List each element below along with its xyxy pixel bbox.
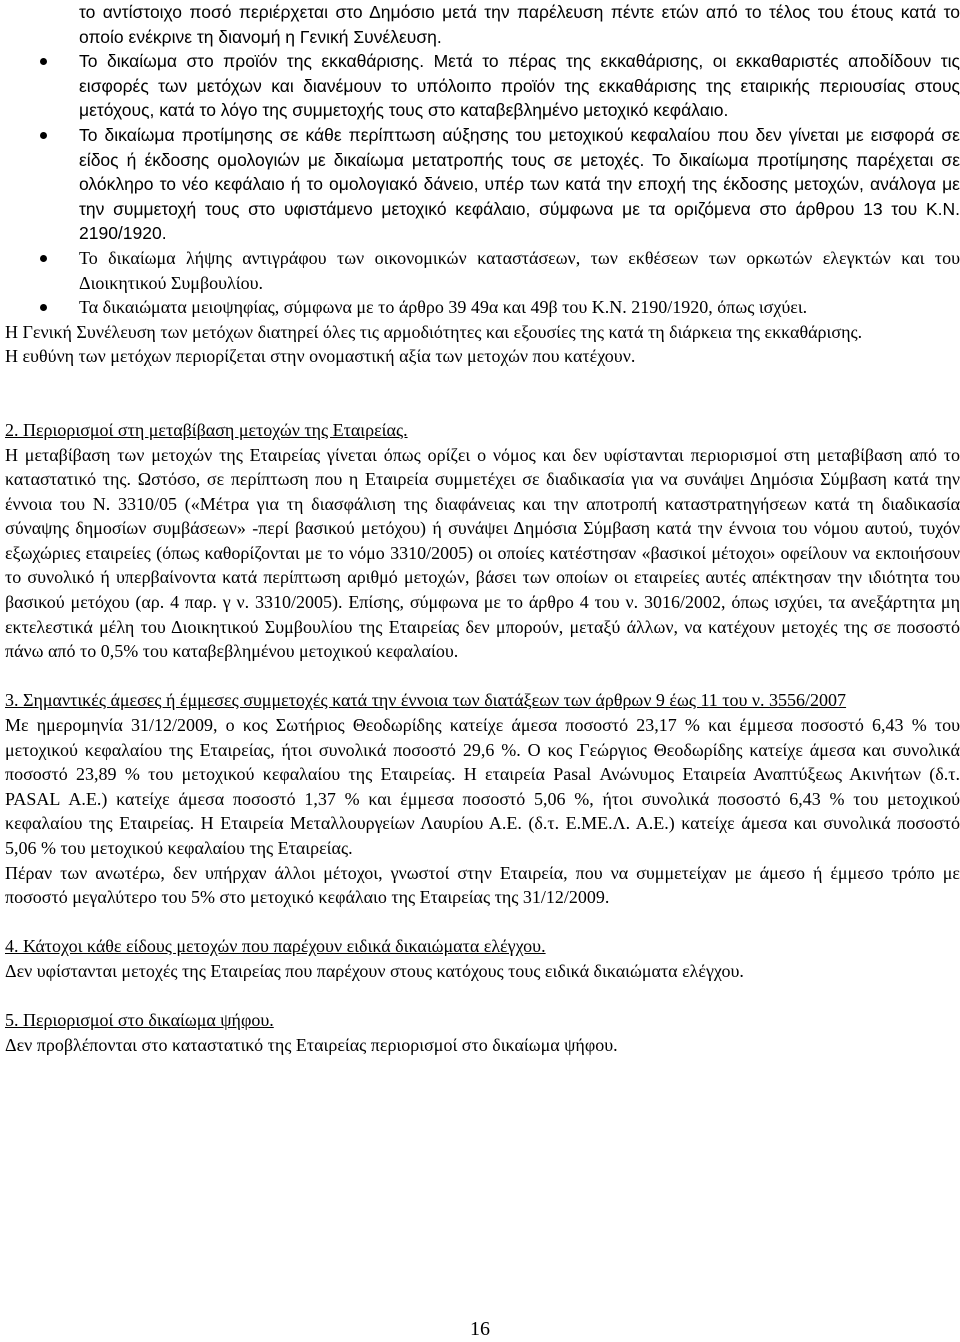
spacer bbox=[5, 910, 960, 935]
section-heading-voting-restrictions: 5. Περιορισμοί στο δικαίωμα ψήφου. bbox=[5, 1010, 274, 1031]
list-item bbox=[5, 123, 960, 246]
paragraph-general-assembly: Η Γενική Συνέλευση των μετόχων διατηρεί όλες τις αρμοδιότητες και εξουσίες της κατά τη διάρκεια της εκκαθάρισης. bbox=[5, 321, 863, 342]
spacer bbox=[5, 664, 960, 689]
list-item bbox=[5, 246, 960, 295]
spacer bbox=[5, 984, 960, 1009]
section-heading-transfer-restrictions: 2. Περιορισμοί στη μεταβίβαση μετοχών της Εταιρείας. bbox=[5, 419, 408, 440]
list-item-text: Το δικαίωμα στο προϊόν της εκκαθάρισης. Μετά το πέρας της εκκαθάρισης, οι εκκαθαριστές αποδίδουν τις εισφορές των μετόχων και διανέμουν το υπόλοιπο προϊόν της εκκαθάρισης της εταιρικής περιουσίας στους μετόχους, κατά το λόγο της συμμετοχής τους στο καταβεβλημένο μετοχικό κεφάλαιο. bbox=[79, 51, 960, 121]
list-item bbox=[5, 295, 960, 320]
section-body-special-control-rights: Δεν υφίστανται μετοχές της Εταιρείας που παρέχουν στους κατόχους τους ειδικά δικαιώματα ελέγχου. bbox=[5, 960, 744, 981]
section-heading-significant-holdings: 3. Σημαντικές άμεσες ή έμμεσες συμμετοχές κατά την έννοια των διατάξεων των άρθρων 9 έως 11 του ν. 3556/2007 bbox=[5, 690, 847, 711]
list-item bbox=[5, 49, 960, 123]
paragraph-shareholder-liability: Η ευθύνη των μετόχων περιορίζεται στην ονομαστική αξία των μετοχών που κατέχουν. bbox=[5, 346, 636, 367]
list-item-text: Το δικαίωμα προτίμησης σε κάθε περίπτωση αύξησης του μετοχικού κεφαλαίου που δεν γίνεται με εισφορά σε είδος ή έκδοσης ομολογιών με δικαίωμα μετατροπής τους σε μετοχές. Το δικαίωμα προτίμησης παρέχεται σε ολόκληρο το νέο κεφάλαιο ή το ομολογιακό δάνειο, υπέρ των κατά την εποχή της έκδοσης μετοχών, ανάλογα με την συμμετοχή τους στο υφιστάμενο μετοχικό κεφάλαιο, σύμφωνα με τα οριζόμενα στο άρθρου 13 του Κ.Ν. 2190/1920. bbox=[79, 124, 960, 244]
shareholder-rights-list bbox=[5, 49, 960, 320]
list-item-text: Το δικαίωμα λήψης αντιγράφου των οικονομικών καταστάσεων, των εκθέσεων των ορκωτών ελεγκτών και του Διοικητικού Συμβουλίου. bbox=[79, 247, 960, 293]
bullet-icon bbox=[40, 304, 47, 311]
bullet-icon bbox=[40, 58, 47, 65]
section-body-other-shareholders: Πέραν των ανωτέρω, δεν υπήρχαν άλλοι μέτοχοι, γνωστοί στην Εταιρεία, που να συμμετείχαν με άμεσο ή έμμεσο τρόπο με ποσοστό μεγαλύτερο του 5% στο μετοχικό κεφάλαιο της Εταιρείας της 31/12/2009. bbox=[5, 862, 960, 908]
section-body-transfer-restrictions: Η μεταβίβαση των μετοχών της Εταιρείας γίνεται όπως ορίζει ο νόμος και δεν υφίστανται περιορισμοί στη μεταβίβαση από το καταστατικό της. Ωστόσο, σε περίπτωση που η Εταιρεία συμμετέχει σε διαδικασία για να συνάψει Δημόσια Σύμβαση κατά την έννοια του Ν. 3310/05 («Μέτρα για τη διασφάλιση της διαφάνειας και την αποτροπή καταστρατηγήσεων κατά τη διαδικασία σύναψης δημοσίων συμβάσεων» -περί βασικού μετόχου) ή συνάψει Δημόσια Σύμβαση κατά την έννοια του νόμου αυτού, τυχόν εξωχώριες εταιρείες (όπως καθορίζονται με το νόμο 3310/2005) οι οποίες κατέστησαν «βασικοί μέτοχοι» οφείλουν να εκποιήσουν το συνολικό ή υπερβαίνοντα κατά περίπτωση αριθμό μετοχών, βάσει των οποίων οι εταιρείες αυτές απέκτησαν την ιδιότητα του βασικού μετόχου (αρ. 4 παρ. γ ν. 3310/2005). Επίσης, σύμφωνα με το άρθρο 4 του ν. 3016/2002, όπως ισχύει, τα ανεξάρτητα μη εκτελεστικά μέλη του Διοικητικού Συμβουλίου της Εταιρείας δεν μπορούν, μεταξύ άλλων, να κατέχουν μετοχές της σε ποσοστό πάνω από το 0,5% του καταβεβλημένου μετοχικού κεφαλαίου. bbox=[5, 444, 960, 662]
bullet-icon bbox=[40, 132, 47, 139]
document-page bbox=[5, 0, 960, 1342]
page-number: 16 bbox=[470, 1318, 490, 1340]
bullet-icon bbox=[40, 255, 47, 262]
bullet-continuation-text: το αντίστοιχο ποσό περιέρχεται στο Δημόσιο μετά την παρέλευση πέντε ετών από το τέλος του έτους κατά το οποίο ενέκρινε τη διανομή η Γενική Συνέλευση. bbox=[79, 2, 960, 47]
section-body-significant-holdings: Με ημερομηνία 31/12/2009, ο κος Σωτήριος Θεοδωρίδης κατείχε άμεσα ποσοστό 23,17 % και έμμεσα ποσοστό 6,43 % του μετοχικού κεφαλαίου της Εταιρείας, ήτοι συνολικά ποσοστό 29,6 %. Ο κος Γεώργιος Θεοδωρίδης κατείχε άμεσα και συνολικά ποσοστό 23,89 % του μετοχικού κεφαλαίου της Εταιρείας. Η εταιρεία Pasal Ανώνυμος Εταιρεία Αναπτύξεως Ακινήτων (δ.τ. PASAL Α.Ε.) κατείχε άμεσα ποσοστό 1,37 % και έμμεσα ποσοστό 5,06 %, ήτοι συνολικά ποσοστό 6,43 % του μετοχικού κεφαλαίου της Εταιρείας. Η Εταιρεία Μεταλλουργείων Λαυρίου Α.Ε. (δ.τ. Ε.ΜΕ.Λ. Α.Ε.) κατείχε άμεσα και συνολικά ποσοστό 5,06 % του μετοχικού κεφαλαίου της Εταιρείας. bbox=[5, 715, 960, 858]
list-item-text: Τα δικαιώματα μειοψηφίας, σύμφωνα με το άρθρο 39 49α και 49β του Κ.Ν. 2190/1920, όπως ισχύει. bbox=[79, 297, 808, 318]
section-heading-special-control-rights: 4. Κάτοχοι κάθε είδους μετοχών που παρέχουν ειδικά δικαιώματα ελέγχου. bbox=[5, 936, 546, 957]
section-body-voting-restrictions: Δεν προβλέπονται στο καταστατικό της Εταιρείας περιορισμοί στο δικαίωμα ψήφου. bbox=[5, 1034, 618, 1055]
spacer bbox=[5, 369, 960, 418]
